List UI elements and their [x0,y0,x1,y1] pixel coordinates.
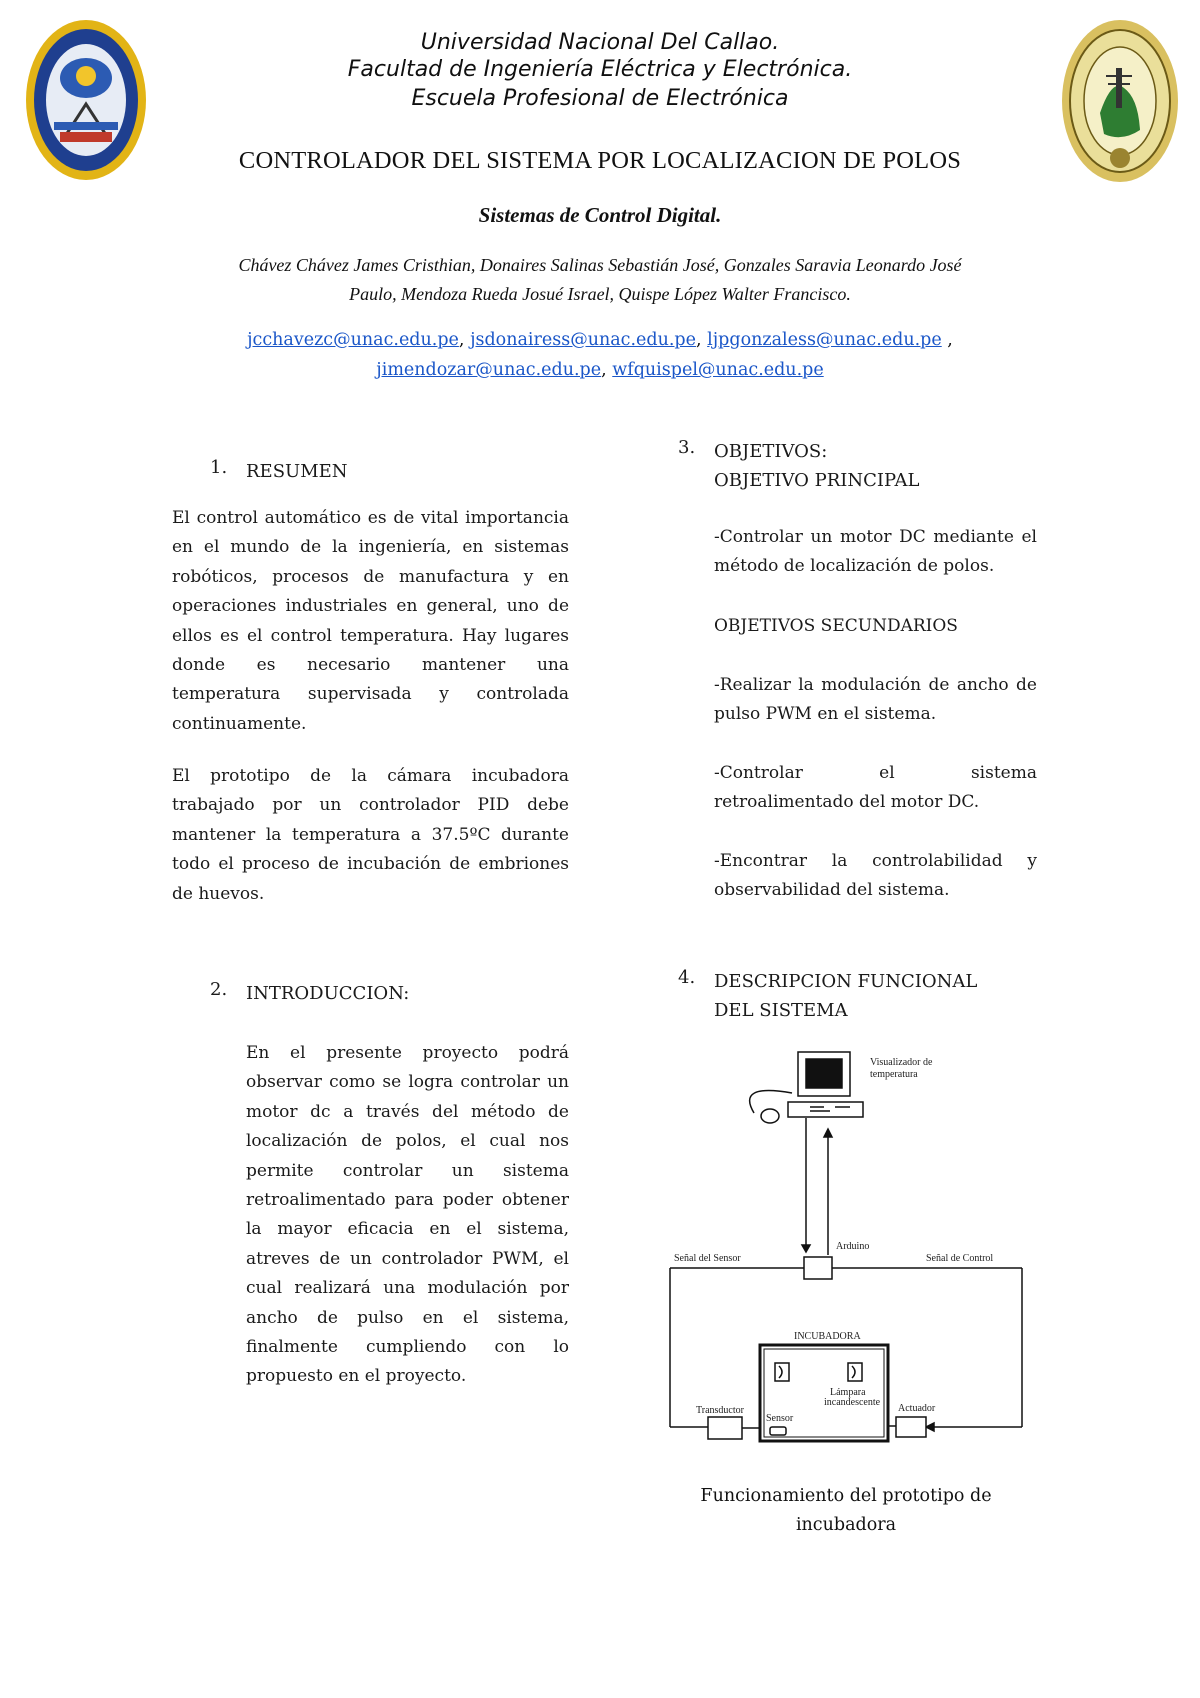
email-separator: , [695,330,702,350]
arduino-box [804,1257,832,1279]
senal-sensor-label: Señal del Sensor [674,1253,741,1264]
school-name: Escuela Profesional de Electrónica [411,86,789,111]
section-title-line-2: DEL SISTEMA [714,1000,848,1021]
authors-line-1: Chávez Chávez James Cristhian, Donaires Salinas Sebastián José, Gonzales Saravia Leonardo José [238,255,962,275]
email-separator: , [941,330,953,350]
objetivo-principal-heading: OBJETIVO PRINCIPAL [714,470,920,491]
visualizador-label: Visualizador de [870,1057,933,1068]
email-separator: , [458,330,465,350]
sensor-label: Sensor [766,1413,794,1424]
section-number: 1. [210,457,228,478]
university-name: Universidad Nacional Del Callao. [420,30,780,55]
figure-caption: Funcionamiento del prototipo de incubadora [700,1486,992,1535]
objetivo-secundario-1: -Realizar la modulación de ancho de pulso PWM en el sistema. [714,675,1037,725]
lampara-label: Lámpara [830,1387,866,1398]
email-link[interactable]: ljpgonzaless@unac.edu.pe [707,330,942,350]
section-number: 2. [210,979,228,1000]
system-diagram [660,1045,1032,1457]
paper-title: CONTROLADOR DEL SISTEMA POR LOCALIZACION DE POLOS [238,147,962,174]
email-link[interactable]: jimendozar@unac.edu.pe [376,360,602,380]
course-name: Sistemas de Control Digital. [478,203,722,227]
lampara-label-2: incandescente [824,1397,881,1408]
email-link[interactable]: wfquispel@unac.edu.pe [612,360,824,380]
email-separator: , [601,360,607,380]
objetivo-secundario-2: -Controlar el sistema retroalimentado del motor DC. [714,763,1037,813]
introduccion-paragraph: En el presente proyecto podrá observar como se logra controlar un motor dc a través del método de localización de polos, el cual nos permite controlar un sistema retroalimentado para poder obtener la mayor eficacia en el sistema, atreves de un controlador PWM, el cual realizará una modulación por ancho de pulso en el sistema, finalmente cumpliendo con lo propuesto en el proyecto. [246,1043,569,1387]
resumen-paragraph-1: El control automático es de vital importancia en el mundo de la ingeniería, en sistemas robóticos, procesos de manufactura y en operaciones industriales en general, uno de ellos es el control temperatura. Hay lugares donde es necesario mantener una temperatura supervisada y controlada continuamente. [172,508,569,734]
section-title: OBJETIVOS: [714,441,828,462]
section-number: 4. [678,967,696,988]
objetivo-secundario-3: -Encontrar la controlabilidad y observabilidad del sistema. [714,851,1037,901]
arduino-label: Arduino [836,1241,870,1252]
incubadora-label: INCUBADORA [794,1331,861,1342]
email-list-line-1 [0,330,1200,350]
faculty-name: Facultad de Ingeniería Eléctrica y Electrónica. [347,57,853,82]
section-title: RESUMEN [246,461,348,482]
objetivo-principal-text: -Controlar un motor DC mediante el método de localización de polos. [714,527,1037,577]
transductor-box [708,1417,742,1439]
actuador-label: Actuador [898,1403,936,1414]
email-link[interactable]: jsdonairess@unac.edu.pe [470,330,696,350]
visualizador-label-2: temperatura [870,1069,918,1080]
email-list-line-2 [0,360,1200,380]
actuador-box [896,1417,926,1437]
section-number: 3. [678,437,696,458]
section-4-heading [678,967,1038,1027]
section-title-line-1: DESCRIPCION FUNCIONAL [714,971,978,992]
transductor-label: Transductor [696,1405,744,1416]
section-2-heading [210,979,570,1009]
resumen-paragraph-2: El prototipo de la cámara incubadora trabajado por un controlador PID debe mantener la temperatura a 37.5ºC durante todo el proceso de incubación de embriones de huevos. [172,766,569,904]
section-1-heading [210,457,570,487]
email-link[interactable]: jcchavezc@unac.edu.pe [247,330,459,350]
senal-control-label: Señal de Control [926,1253,994,1264]
objetivos-secundarios-heading: OBJETIVOS SECUNDARIOS [714,616,958,636]
section-3-heading [678,437,1038,497]
section-title: INTRODUCCION: [246,983,410,1004]
authors-line-2: Paulo, Mendoza Rueda Josué Israel, Quispe López Walter Francisco. [349,284,851,304]
